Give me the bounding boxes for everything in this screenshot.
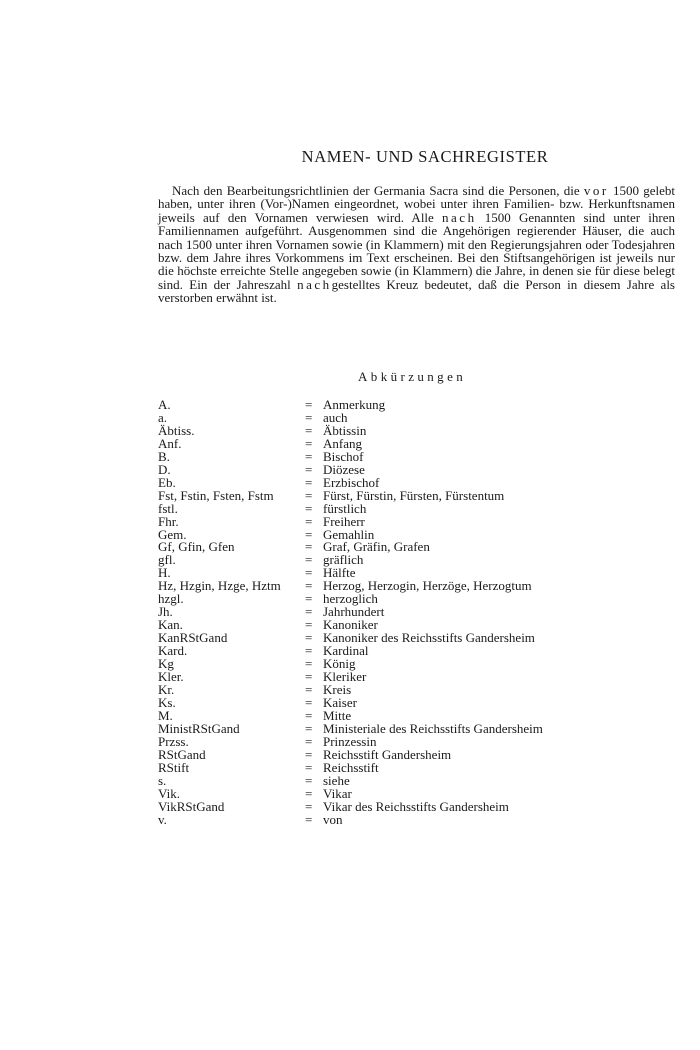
intro-paragraph	[158, 184, 675, 305]
intro-text-part-3: 1500 Genannten sind unter ihren Familiennamen aufgeführt. Ausgenommen sind die Angehörigen regierender Häuser, die auch nach 1500 unter ihren Vornamen sowie (in Klammern) mit den Regierungsjahren oder Todesjahren bzw. dem Jahre ihres Vorkommens im Text erscheinen. Bei den Stiftsangehörigen ist jeweils nur die höchste erreichte Stelle angegeben sowie (in Klammern) die Jahre, in denen sie für diese belegt sind. Ein der Jahreszahl	[158, 209, 676, 292]
intro-text-part-1: Nach den Bearbeitungsrichtlinien der Germania Sacra sind die Personen, die	[172, 183, 584, 198]
intro-text	[158, 184, 675, 305]
abbreviation-term: MinistRStGand	[158, 720, 240, 736]
equals-sign: =	[305, 526, 313, 542]
abbreviation-meaning: Gemahlin	[323, 526, 375, 542]
abbreviation-meaning: Kardinal	[323, 643, 369, 659]
equals-sign: =	[305, 409, 313, 425]
abbreviation-term: v.	[158, 811, 167, 827]
equals-sign: =	[305, 397, 313, 412]
abbreviation-term: Kard.	[158, 643, 188, 659]
abbreviation-meaning: siehe	[323, 772, 350, 788]
abbreviation-term: Kr.	[158, 681, 175, 697]
abbreviation-meaning: Erzbischof	[323, 474, 380, 490]
abbreviation-term: fstl.	[158, 500, 178, 516]
abbreviation-term: Ks.	[158, 694, 176, 710]
abbreviation-term: VikRStGand	[158, 798, 225, 814]
abbreviation-row	[158, 801, 543, 814]
abbreviation-row	[158, 762, 543, 775]
abbreviation-meaning: fürstlich	[323, 500, 367, 516]
abbreviation-meaning: Graf, Gräfin, Grafen	[323, 539, 430, 555]
equals-sign: =	[305, 669, 313, 685]
equals-sign: =	[305, 552, 313, 568]
abbreviation-term: RStift	[158, 759, 190, 775]
abbreviation-row	[158, 399, 543, 412]
abbreviation-meaning: Mitte	[323, 707, 352, 723]
abbreviation-term: Vik.	[158, 785, 180, 801]
equals-sign: =	[305, 707, 313, 723]
abbreviation-term: D.	[158, 461, 171, 477]
abbreviation-term: Gf, Gfin, Gfen	[158, 539, 235, 555]
equals-sign: =	[305, 435, 313, 451]
intro-text-part-2: 1500 gelebt haben, unter ihren (Vor-)Namen eingeordnet, wobei unter ihren Familien- bzw. Herkunftsnamen jeweils auf den Vornamen verwiesen wird. Alle	[158, 183, 676, 225]
abbreviation-term: Fhr.	[158, 513, 179, 529]
intro-emphasis-nach-2: nach	[297, 276, 332, 292]
intro-emphasis-nach-1: nach	[442, 209, 477, 225]
equals-sign: =	[305, 681, 313, 697]
equals-sign: =	[305, 643, 313, 659]
abbreviation-meaning: Kanoniker	[323, 617, 378, 633]
abbreviation-term: Fst, Fstin, Fsten, Fstm	[158, 487, 274, 503]
abbreviation-term: Äbtiss.	[158, 422, 195, 438]
abbreviation-meaning: Kleriker	[323, 669, 367, 685]
abbreviation-meaning: gräflich	[323, 552, 364, 568]
equals-sign: =	[305, 513, 313, 529]
abbreviation-term: RStGand	[158, 746, 206, 762]
abbreviation-term: H.	[158, 565, 171, 581]
abbreviation-meaning: Äbtissin	[323, 422, 367, 438]
equals-sign: =	[305, 656, 313, 672]
abbreviation-meaning: Anfang	[323, 435, 362, 451]
abbreviation-meaning: Fürst, Fürstin, Fürsten, Fürstentum	[323, 487, 505, 503]
equals-sign: =	[305, 461, 313, 477]
abbreviations-table	[158, 399, 543, 826]
equals-sign: =	[305, 604, 313, 620]
intro-emphasis-vor: vor	[583, 183, 609, 198]
abbreviation-term: a.	[158, 409, 168, 425]
abbreviation-meaning: Kanoniker des Reichsstifts Gandersheim	[323, 630, 535, 646]
abbreviation-meaning: Diözese	[323, 461, 365, 477]
abbreviation-meaning: Vikar	[323, 785, 352, 801]
abbreviation-term: B.	[158, 448, 170, 464]
abbreviation-meaning: Anmerkung	[323, 397, 386, 412]
equals-sign: =	[305, 565, 313, 581]
abbreviation-meaning: Kaiser	[323, 694, 357, 710]
abbreviation-meaning: Freiherr	[323, 513, 365, 529]
abbreviation-meaning: Prinzessin	[323, 733, 377, 749]
abbreviation-meaning: Jahrhundert	[323, 604, 385, 620]
abbreviation-term: Eb.	[158, 474, 176, 490]
equals-sign: =	[305, 539, 313, 555]
abbreviation-row	[158, 814, 543, 827]
equals-sign: =	[305, 694, 313, 710]
abbreviation-meaning: Vikar des Reichsstifts Gandersheim	[323, 798, 509, 814]
abbreviation-meaning: auch	[323, 409, 348, 425]
abbreviations-heading: Abkürzungen	[358, 369, 467, 384]
equals-sign: =	[305, 630, 313, 646]
page-title: NAMEN- UND SACHREGISTER	[301, 147, 549, 166]
abbreviation-term: Przss.	[158, 733, 189, 749]
abbreviation-term: KanRStGand	[158, 630, 228, 646]
abbreviation-term: Kan.	[158, 617, 183, 633]
abbreviation-term: hzgl.	[158, 591, 184, 607]
equals-sign: =	[305, 578, 313, 594]
equals-sign: =	[305, 487, 313, 503]
abbreviation-meaning: Reichsstift Gandersheim	[323, 746, 452, 762]
equals-sign: =	[305, 759, 313, 775]
abbreviation-term: gfl.	[158, 552, 176, 568]
abbreviation-term: Hz, Hzgin, Hzge, Hztm	[158, 578, 281, 594]
abbreviation-term: M.	[158, 707, 173, 723]
abbreviation-meaning: Bischof	[323, 448, 364, 464]
equals-sign: =	[305, 772, 313, 788]
equals-sign: =	[305, 448, 313, 464]
equals-sign: =	[305, 798, 313, 814]
abbreviation-meaning: von	[323, 811, 343, 827]
abbreviation-term: A.	[158, 397, 171, 412]
abbreviation-term: Jh.	[158, 604, 173, 620]
equals-sign: =	[305, 500, 313, 516]
equals-sign: =	[305, 733, 313, 749]
abbreviation-meaning: Herzog, Herzogin, Herzöge, Herzogtum	[323, 578, 532, 594]
equals-sign: =	[305, 720, 313, 736]
intro-text-part-4: gestelltes Kreuz bedeutet, daß die Person in diesem Jahre als verstorben erwähnt ist.	[158, 276, 675, 306]
abbreviation-meaning: Hälfte	[323, 565, 356, 581]
equals-sign: =	[305, 746, 313, 762]
equals-sign: =	[305, 422, 313, 438]
abbreviation-term: Kler.	[158, 669, 184, 685]
abbreviation-meaning: Reichsstift	[323, 759, 379, 775]
abbreviation-meaning: herzoglich	[323, 591, 378, 607]
equals-sign: =	[305, 591, 313, 607]
equals-sign: =	[305, 474, 313, 490]
equals-sign: =	[305, 785, 313, 801]
abbreviation-meaning: Kreis	[323, 681, 352, 697]
abbreviation-term: Anf.	[158, 435, 182, 451]
equals-sign: =	[305, 617, 313, 633]
abbreviation-term: Gem.	[158, 526, 187, 542]
abbreviation-term: s.	[158, 772, 167, 788]
abbreviation-meaning: König	[323, 656, 356, 672]
equals-sign: =	[305, 811, 313, 827]
abbreviations-list	[158, 399, 543, 826]
abbreviation-meaning: Ministeriale des Reichsstifts Gandersheim	[323, 720, 543, 736]
abbreviation-term: Kg	[158, 656, 174, 672]
